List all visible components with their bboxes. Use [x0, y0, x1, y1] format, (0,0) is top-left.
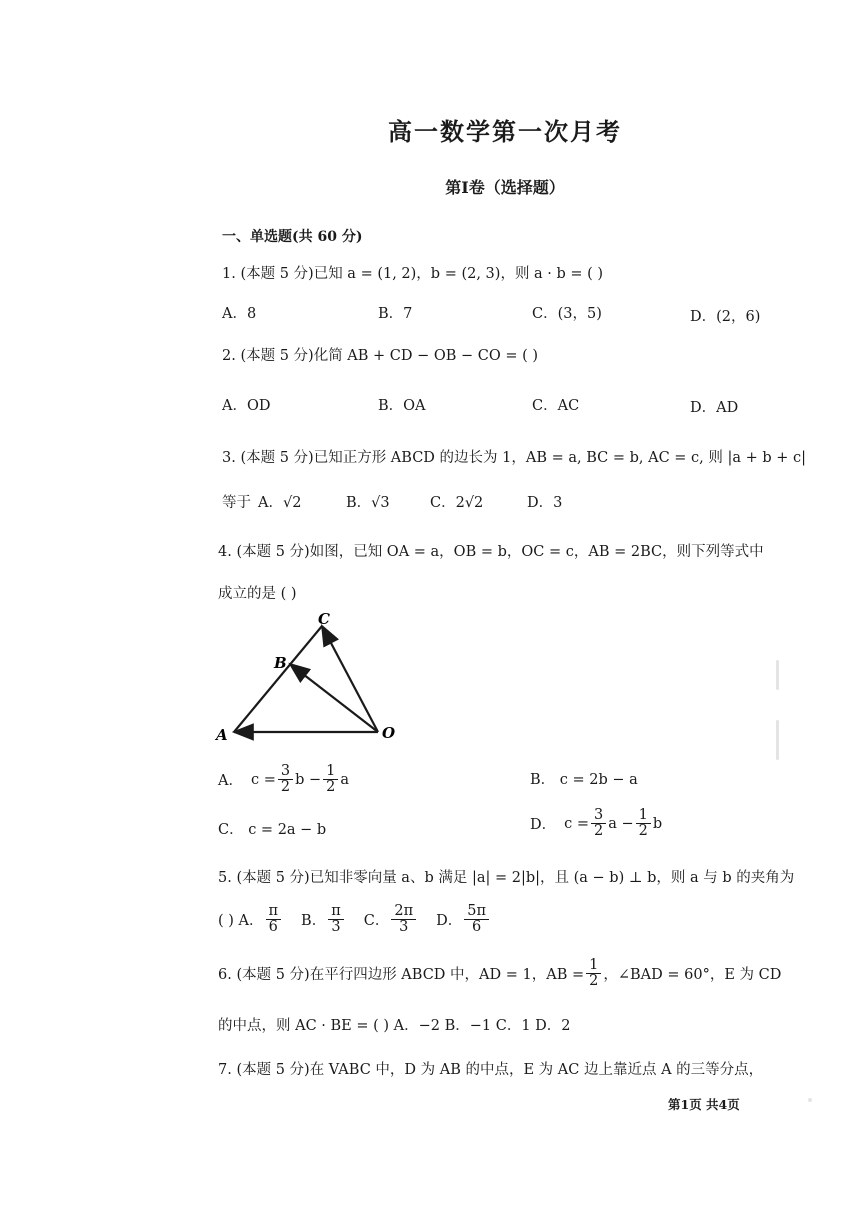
question-4: 4. (本题 5 分)如图，已知 OA = a，OB = b，OC = c，AB = 2BC，则下列等式中	[218, 544, 764, 560]
q4-d-label: D．	[530, 817, 557, 834]
question-6-line2: 的中点，则 AC · BE = ( ) A．−2 B．−1 C．1 D．2	[218, 1018, 571, 1034]
q4-d-lhs: c =	[564, 815, 590, 832]
question-2: 2. (本题 5 分)化简 AB + CD − OB − CO = ( )	[222, 348, 539, 364]
part-subtitle: 第Ⅰ卷（选择题）	[445, 178, 565, 197]
q6-text-b: ，∠BAD = 60°，E 为 CD	[603, 967, 782, 984]
q5-option-d: $\frac{5\pi}{6}$	[464, 904, 489, 935]
question-1: 1. (本题 5 分)已知 a = (1, 2)，b = (2, 3)，则 a · b = ( )	[222, 266, 604, 282]
figure-label-a: A	[216, 726, 228, 744]
q4-a-mid1: b −	[295, 771, 322, 788]
q2-option-a: A．OD	[222, 398, 271, 414]
q4-a-mid2: a	[340, 771, 350, 788]
q5-option-c: $\frac{2\pi}{3}$	[391, 904, 416, 935]
q4-a-frac1: $\frac{3}{2}$	[278, 764, 293, 795]
q5-prefix: ( ) A．	[218, 913, 264, 930]
page-title: 高一数学第一次月考	[388, 117, 622, 146]
question-7: 7. (本题 5 分)在 VABC 中，D 为 AB 的中点，E 为 AC 边上靠近点 A 的三等分点，	[218, 1062, 764, 1078]
q4-d-frac2: $\frac{1}{2}$	[636, 808, 651, 839]
figure-label-b: B	[274, 654, 287, 672]
q2-option-c: C．AC	[532, 398, 580, 414]
figure-label-c: C	[318, 610, 330, 628]
q4-a-lhs: c =	[250, 771, 276, 788]
q5-label-c: C．	[363, 913, 390, 930]
q3-option-a: A．√2	[258, 495, 302, 511]
q6-text-a: 6. (本题 5 分)在平行四边形 ABCD 中，AD = 1，AB =	[218, 967, 585, 984]
question-5: 5. (本题 5 分)已知非零向量 a、b 满足 |a| = 2|b|，且 (a − b) ⊥ b，则 a 与 b 的夹角为	[218, 870, 795, 886]
q1-option-c: C．(3，5)	[532, 306, 602, 322]
vector-figure	[210, 608, 410, 748]
q4-a-frac2: $\frac{1}{2}$	[323, 764, 338, 795]
question-3: 3. (本题 5 分)已知正方形 ABCD 的边长为 1，AB = a, BC = b, AC = c, 则 |a + b + c|	[222, 450, 807, 466]
q4-option-a	[218, 764, 349, 795]
question-6	[218, 958, 781, 989]
scan-smudge	[808, 1098, 812, 1102]
q4-option-b: B． c = 2b − a	[530, 772, 638, 788]
vector-oc	[322, 626, 378, 732]
q4-d-frac1: $\frac{3}{2}$	[591, 808, 606, 839]
q3-option-c: C．2√2	[430, 495, 484, 511]
q1-option-b: B．7	[378, 306, 413, 322]
q4-option-d	[530, 808, 662, 839]
q3-option-d: D．3	[527, 495, 563, 511]
q2-option-d: D．AD	[690, 400, 739, 416]
page-footer: 第1页 共4页	[668, 1097, 740, 1112]
q5-option-b: $\frac{\pi}{3}$	[328, 904, 344, 935]
q1-option-a: A．8	[222, 306, 257, 322]
q3-prefix: 等于	[222, 495, 251, 511]
scan-smudge	[776, 720, 779, 760]
q4-d-mid1: a −	[608, 815, 634, 832]
q5-options	[218, 904, 491, 935]
figure-label-o: O	[382, 724, 396, 742]
question-4-line2: 成立的是 ( )	[218, 586, 297, 602]
q6-frac: $\frac{1}{2}$	[586, 958, 601, 989]
q3-option-b: B．√3	[346, 495, 390, 511]
vector-ob	[290, 664, 378, 732]
q4-d-mid2: b	[652, 815, 663, 832]
q5-label-d: D．	[436, 913, 463, 930]
q4-option-c: C． c = 2a − b	[218, 822, 327, 838]
q4-a-label: A．	[218, 773, 243, 790]
q2-option-b: B．OA	[378, 398, 426, 414]
section-heading: 一、单选题(共 60 分)	[222, 229, 363, 245]
q5-option-a: $\frac{\pi}{6}$	[266, 904, 282, 935]
q1-option-d: D．(2，6)	[690, 309, 761, 325]
q5-label-b: B．	[301, 913, 327, 930]
scan-smudge	[776, 660, 779, 690]
